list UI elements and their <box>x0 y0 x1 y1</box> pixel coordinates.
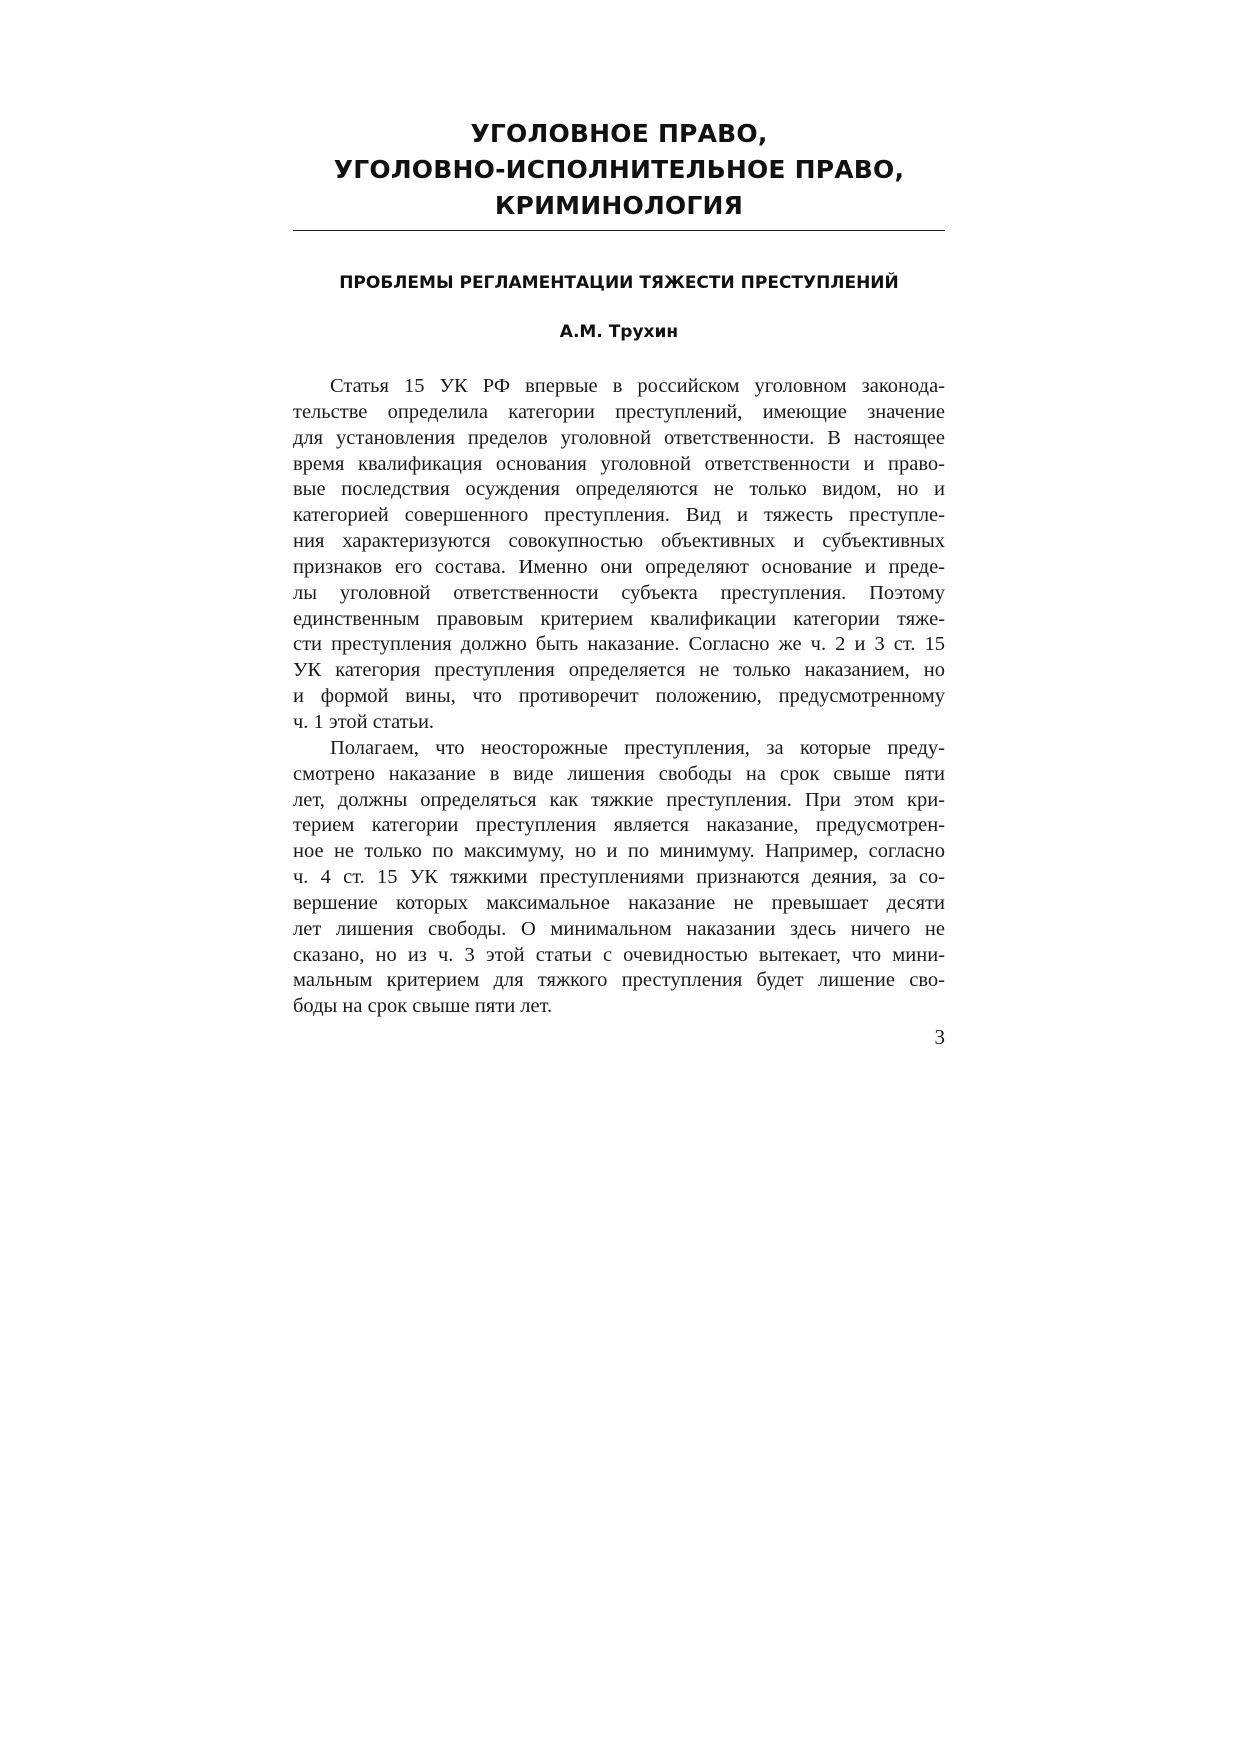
text-line: ч. 1 этой статьи. <box>293 710 435 733</box>
text-line: и формой вины, что противоречит положению, предусмотренному <box>293 685 945 708</box>
text-line: боды на срок свыше пяти лет. <box>293 995 553 1018</box>
text-line: терием категории преступления является наказание, предусмотрен- <box>293 814 945 837</box>
article-title: ПРОБЛЕМЫ РЕГЛАМЕНТАЦИИ ТЯЖЕСТИ ПРЕСТУПЛЕНИЙ <box>339 273 899 293</box>
text-line: время квалификация основания уголовной ответственности и право- <box>293 452 945 475</box>
text-line: ч. 4 ст. 15 УК тяжкими преступлениями признаются деяния, за со- <box>293 866 945 889</box>
text-line: УК категория преступления определяется не только наказанием, но <box>293 659 945 682</box>
article-body <box>293 374 945 1020</box>
section-title-line: КРИМИНОЛОГИЯ <box>494 191 744 220</box>
text-line: категорией совершенного преступления. Вид и тяжесть преступле- <box>293 504 945 527</box>
paragraph <box>293 374 945 736</box>
article-author: А.М. Трухин <box>559 322 679 342</box>
paragraph <box>293 736 945 1020</box>
text-line: лет лишения свободы. О минимальном наказании здесь ничего не <box>293 917 945 940</box>
text-line: Полагаем, что неосторожные преступления, за которые преду- <box>330 736 945 759</box>
text-line: вые последствия осуждения определяются не только видом, но и <box>293 478 945 501</box>
text-line: сказано, но из ч. 3 этой статьи с очевидностью вытекает, что мини- <box>293 943 945 966</box>
section-divider <box>293 230 945 231</box>
text-line: ное не только по максимуму, но и по минимуму. Например, согласно <box>293 840 945 863</box>
section-title-line: УГОЛОВНО-ИСПОЛНИТЕЛЬНОЕ ПРАВО, <box>333 155 905 184</box>
text-line: лет, должны определяться как тяжкие преступления. При этом кри- <box>293 788 945 811</box>
section-title <box>293 116 945 224</box>
page-number: 3 <box>934 1025 945 1049</box>
text-line: для установления пределов уголовной ответственности. В настоящее <box>293 426 945 449</box>
text-line: тельстве определила категории преступлений, имеющие значение <box>293 400 945 423</box>
text-line: единственным правовым критерием квалификации категории тяже- <box>293 607 945 630</box>
text-line: вершение которых максимальное наказание не превышает десяти <box>293 891 945 914</box>
text-line: смотрено наказание в виде лишения свободы на срок свыше пяти <box>293 762 945 785</box>
text-line: лы уголовной ответственности субъекта преступления. Поэтому <box>293 581 945 604</box>
text-line: Статья 15 УК РФ впервые в российском уголовном законода- <box>330 375 945 397</box>
text-line: признаков его состава. Именно они определяют основание и преде- <box>293 555 945 578</box>
text-line: мальным критерием для тяжкого преступления будет лишение сво- <box>293 969 945 992</box>
section-title-line: УГОЛОВНОЕ ПРАВО, <box>470 119 768 148</box>
text-line: ния характеризуются совокупностью объективных и субъективных <box>293 530 945 553</box>
text-line: сти преступления должно быть наказание. Согласно же ч. 2 и 3 ст. 15 <box>293 633 945 656</box>
